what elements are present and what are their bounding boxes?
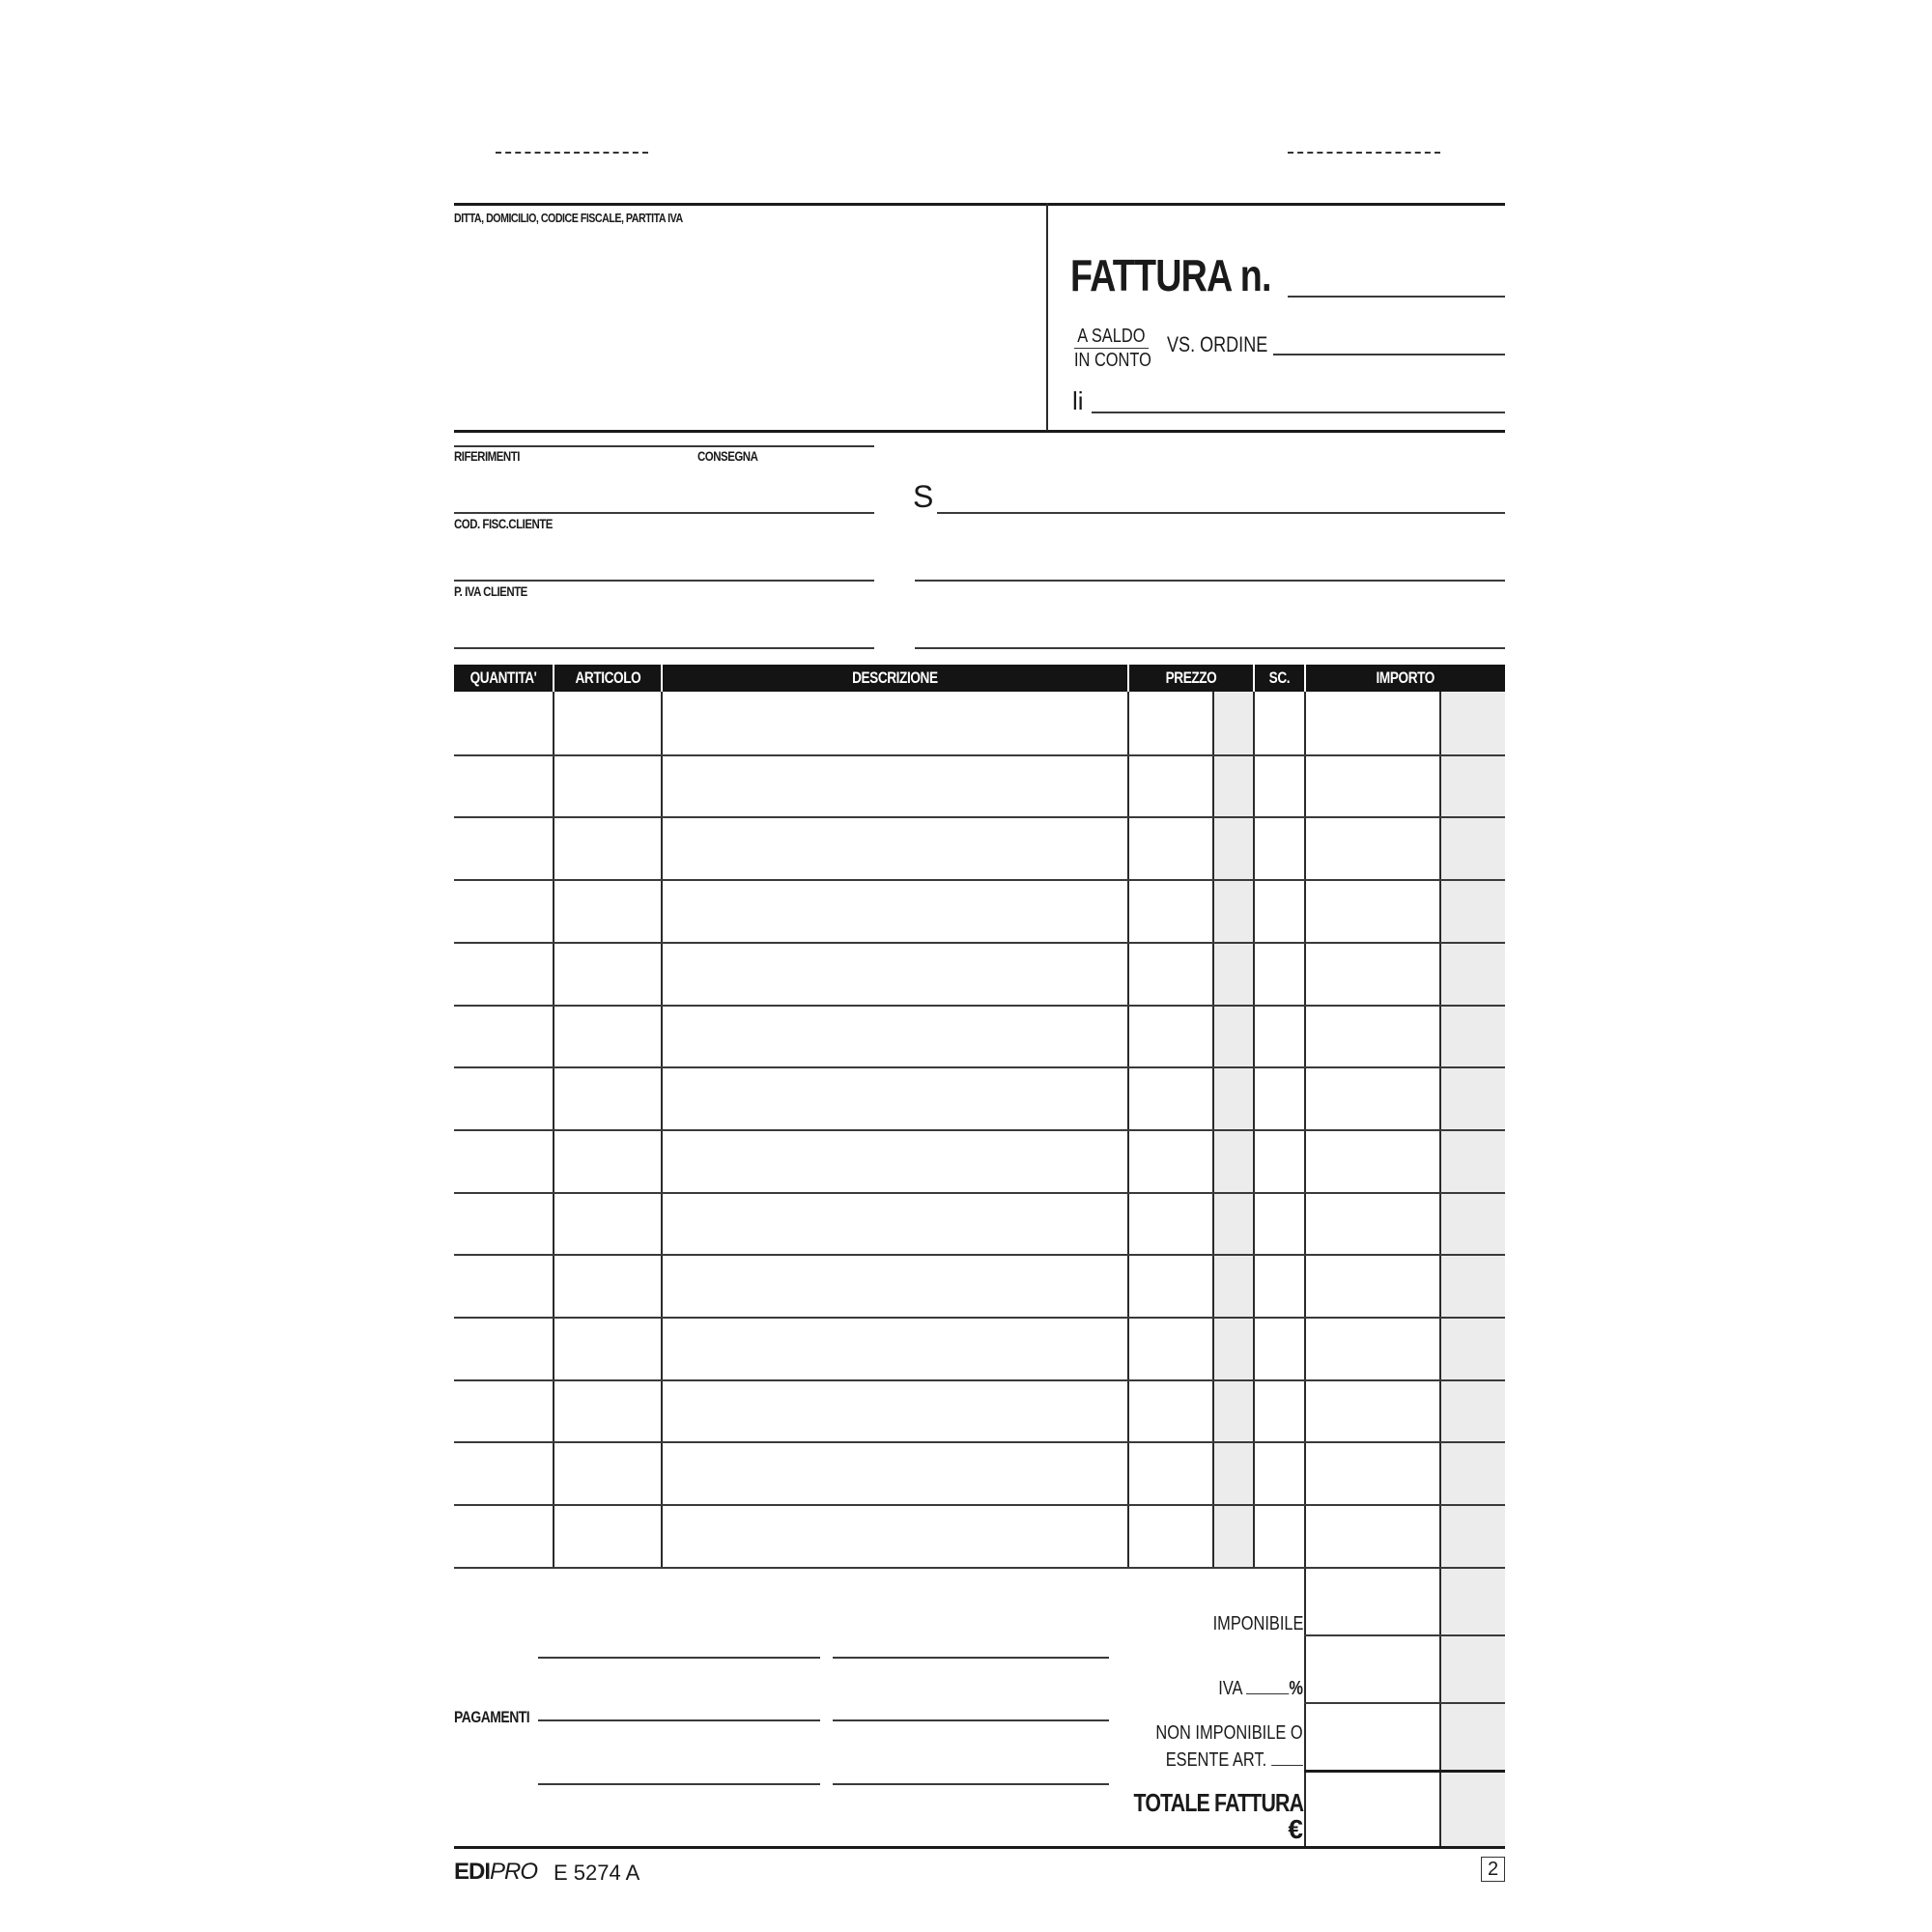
pagamenti-line-2b (833, 1719, 1109, 1721)
table-cell-prezzo[interactable] (1131, 1080, 1212, 1117)
imponibile-input[interactable] (1310, 1584, 1439, 1625)
table-cell-sc[interactable] (1257, 1267, 1304, 1304)
invoice-number-line (1288, 296, 1505, 298)
table-cell-sc[interactable] (1257, 1206, 1304, 1242)
col-divider-7 (1439, 692, 1441, 1847)
table-cell-descrizione[interactable] (667, 830, 1127, 867)
table-cell-quantita[interactable] (458, 1455, 553, 1492)
table-cell-descrizione[interactable] (667, 955, 1127, 992)
col-divider-6 (1304, 692, 1306, 1847)
header-divider (1046, 203, 1048, 431)
table-cell-importo[interactable] (1308, 893, 1439, 929)
col-header-prezzo: PREZZO (1129, 665, 1253, 692)
pagamenti-input-1a[interactable] (540, 1628, 822, 1657)
table-cell-descrizione[interactable] (667, 1206, 1127, 1242)
table-cell-articolo[interactable] (558, 1018, 661, 1055)
table-cell-descrizione[interactable] (667, 1267, 1127, 1304)
table-cell-prezzo[interactable] (1131, 1393, 1212, 1430)
table-cell-importo[interactable] (1308, 1393, 1439, 1430)
table-cell-articolo[interactable] (558, 893, 661, 929)
table-cell-prezzo[interactable] (1131, 1455, 1212, 1492)
table-row-line (454, 1441, 1505, 1443)
pagamenti-line-3a (538, 1783, 820, 1785)
cod-fisc-label: COD. FISC.CLIENTE (454, 516, 553, 531)
pagamenti-line-2a (538, 1719, 820, 1721)
table-row-line (454, 1567, 1505, 1569)
pagamenti-line-1b (833, 1657, 1109, 1659)
table-row-line (454, 1254, 1505, 1256)
table-cell-quantita[interactable] (458, 1206, 553, 1242)
footer-line (454, 1846, 1505, 1849)
table-cell-quantita[interactable] (458, 1267, 553, 1304)
table-cell-articolo[interactable] (558, 1518, 661, 1554)
table-cell-sc[interactable] (1257, 955, 1304, 992)
table-cell-quantita[interactable] (458, 893, 553, 929)
table-row-line (454, 1317, 1505, 1319)
table-cell-prezzo[interactable] (1131, 1267, 1212, 1304)
addressee-input-3[interactable] (917, 614, 1507, 647)
header-top-border (454, 203, 1505, 206)
table-cell-descrizione[interactable] (667, 1518, 1127, 1554)
table-cell-importo[interactable] (1308, 1080, 1439, 1117)
table-cell-prezzo[interactable] (1131, 1206, 1212, 1242)
table-cell-descrizione[interactable] (667, 1080, 1127, 1117)
totale-fattura-label: TOTALE FATTURA € (1096, 1789, 1303, 1843)
issuer-field[interactable] (456, 232, 1039, 424)
p-iva-input[interactable] (456, 609, 875, 645)
table-cell-descrizione[interactable] (667, 1330, 1127, 1367)
tear-mark-right (1288, 152, 1440, 154)
table-cell-articolo[interactable] (558, 1393, 661, 1430)
header-bottom-border (454, 430, 1505, 433)
addressee-line-3 (915, 647, 1505, 649)
non-imponibile-input[interactable] (1310, 1719, 1439, 1760)
table-cell-articolo[interactable] (558, 705, 661, 742)
table-row-line (454, 1192, 1505, 1194)
table-cell-importo[interactable] (1308, 1018, 1439, 1055)
table-cell-quantita[interactable] (458, 830, 553, 867)
consegna-label: CONSEGNA (697, 448, 758, 464)
col-header-quantita: QUANTITA' (454, 665, 553, 692)
table-cell-descrizione[interactable] (667, 705, 1127, 742)
table-cell-articolo[interactable] (558, 768, 661, 805)
pagamenti-input-3b[interactable] (835, 1754, 1111, 1783)
table-cell-sc[interactable] (1257, 1143, 1304, 1179)
table-cell-importo[interactable] (1308, 1455, 1439, 1492)
table-cell-sc[interactable] (1257, 705, 1304, 742)
iva-line (1304, 1702, 1505, 1704)
vs-ordine-line (1273, 354, 1505, 355)
table-cell-descrizione[interactable] (667, 1455, 1127, 1492)
table-cell-sc[interactable] (1257, 893, 1304, 929)
table-cell-importo[interactable] (1308, 1267, 1439, 1304)
pagamenti-input-2a[interactable] (540, 1690, 822, 1719)
table-cell-sc[interactable] (1257, 1518, 1304, 1554)
table-cell-sc[interactable] (1257, 1018, 1304, 1055)
table-cell-prezzo[interactable] (1131, 1330, 1212, 1367)
cod-fisc-input[interactable] (456, 541, 875, 578)
table-cell-articolo[interactable] (558, 1455, 661, 1492)
table-cell-quantita[interactable] (458, 955, 553, 992)
cod-fisc-line (454, 580, 874, 582)
invoice-title: FATTURA n. (1070, 250, 1271, 300)
table-cell-articolo[interactable] (558, 830, 661, 867)
table-cell-prezzo[interactable] (1131, 768, 1212, 805)
table-cell-importo[interactable] (1308, 1143, 1439, 1179)
table-cell-quantita[interactable] (458, 1143, 553, 1179)
pagamenti-label: PAGAMENTI (454, 1708, 530, 1726)
table-cell-prezzo[interactable] (1131, 955, 1212, 992)
table-cell-sc[interactable] (1257, 768, 1304, 805)
table-cell-prezzo[interactable] (1131, 893, 1212, 929)
table-row-line (454, 879, 1505, 881)
table-row-line (454, 942, 1505, 944)
table-cell-importo[interactable] (1308, 1330, 1439, 1367)
invoice-number-input[interactable] (1290, 267, 1506, 296)
table-cell-importo[interactable] (1308, 1206, 1439, 1242)
date-input[interactable] (1094, 384, 1507, 412)
table-cell-prezzo[interactable] (1131, 1018, 1212, 1055)
table-cell-articolo[interactable] (558, 1330, 661, 1367)
table-cell-descrizione[interactable] (667, 893, 1127, 929)
table-cell-sc[interactable] (1257, 830, 1304, 867)
saldo-conto-fraction (1074, 326, 1157, 372)
copy-number-badge: 2 (1481, 1857, 1505, 1882)
table-row-line (454, 1504, 1505, 1506)
table-cell-articolo[interactable] (558, 1206, 661, 1242)
pagamenti-input-1b[interactable] (835, 1628, 1111, 1657)
pagamenti-input-2b[interactable] (835, 1690, 1111, 1719)
table-cell-articolo[interactable] (558, 955, 661, 992)
pagamenti-input-3a[interactable] (540, 1754, 822, 1783)
vs-ordine-label: VS. ORDINE (1167, 332, 1268, 356)
table-row-line (454, 1129, 1505, 1131)
a-saldo-label: A SALDO (1074, 326, 1149, 349)
table-cell-descrizione[interactable] (667, 1143, 1127, 1179)
table-cell-importo[interactable] (1308, 955, 1439, 992)
addressee-label: S (913, 479, 934, 514)
table-cell-sc[interactable] (1257, 1080, 1304, 1117)
table-cell-quantita[interactable] (458, 1518, 553, 1554)
pagamenti-line-3b (833, 1783, 1109, 1785)
euro-icon: € (1288, 1814, 1303, 1844)
li-label: li (1072, 386, 1084, 415)
iva-label: IVA % (1218, 1678, 1303, 1699)
table-cell-articolo[interactable] (558, 1143, 661, 1179)
brand-logo: EDIPRO (454, 1859, 538, 1885)
riferimenti-input[interactable] (456, 473, 875, 510)
table-cell-quantita[interactable] (458, 1018, 553, 1055)
importo-cents-shade (1440, 692, 1505, 1847)
table-cell-descrizione[interactable] (667, 1018, 1127, 1055)
riferimenti-label: RIFERIMENTI (454, 448, 520, 464)
imponibile-label: IMPONIBILE (1212, 1613, 1303, 1634)
form-code: E 5274 A (554, 1861, 640, 1885)
table-row-line (454, 754, 1505, 756)
table-cell-importo[interactable] (1308, 830, 1439, 867)
table-row-line (454, 1005, 1505, 1007)
table-cell-importo[interactable] (1308, 1518, 1439, 1554)
col-header-descrizione: DESCRIZIONE (663, 665, 1127, 692)
in-conto-label: IN CONTO (1074, 350, 1151, 371)
li-line (1092, 412, 1505, 413)
col-header-articolo: ARTICOLO (554, 665, 661, 692)
table-cell-sc[interactable] (1257, 1330, 1304, 1367)
table-cell-descrizione[interactable] (667, 768, 1127, 805)
table-cell-quantita[interactable] (458, 1080, 553, 1117)
totale-input[interactable] (1310, 1789, 1439, 1834)
tear-mark-left (496, 152, 648, 154)
addressee-input-1[interactable] (939, 479, 1507, 512)
addressee-line-2 (915, 580, 1505, 582)
addressee-input-2[interactable] (917, 547, 1507, 580)
non-imponibile-label: NON IMPONIBILE O ESENTE ART. (1155, 1722, 1303, 1771)
p-iva-line (454, 647, 874, 649)
pagamenti-line-1a (538, 1657, 820, 1659)
table-cell-importo[interactable] (1308, 705, 1439, 742)
table-row-line (454, 816, 1505, 818)
imponibile-line (1304, 1634, 1505, 1636)
table-cell-articolo[interactable] (558, 1267, 661, 1304)
table-cell-prezzo[interactable] (1131, 1143, 1212, 1179)
addressee-line-1 (937, 512, 1505, 514)
table-cell-sc[interactable] (1257, 1393, 1304, 1430)
col-header-sc: SC. (1255, 665, 1304, 692)
table-row-line (454, 1379, 1505, 1381)
issuer-label: DITTA, DOMICILIO, CODICE FISCALE, PARTITA IVA (454, 211, 683, 225)
table-cell-prezzo[interactable] (1131, 830, 1212, 867)
table-cell-quantita[interactable] (458, 705, 553, 742)
table-cell-quantita[interactable] (458, 1393, 553, 1430)
table-cell-quantita[interactable] (458, 768, 553, 805)
iva-amount-input[interactable] (1310, 1652, 1439, 1692)
p-iva-label: P. IVA CLIENTE (454, 583, 527, 599)
table-row-line (454, 1066, 1505, 1068)
table-cell-descrizione[interactable] (667, 1393, 1127, 1430)
table-cell-prezzo[interactable] (1131, 705, 1212, 742)
riferimenti-top-line (454, 445, 874, 447)
table-cell-prezzo[interactable] (1131, 1518, 1212, 1554)
table-cell-articolo[interactable] (558, 1080, 661, 1117)
table-cell-sc[interactable] (1257, 1455, 1304, 1492)
totale-top-line (1304, 1770, 1505, 1773)
vs-ordine-input[interactable] (1275, 327, 1506, 354)
col-header-importo: IMPORTO (1306, 665, 1505, 692)
table-cell-importo[interactable] (1308, 768, 1439, 805)
riferimenti-line (454, 512, 874, 514)
table-cell-quantita[interactable] (458, 1330, 553, 1367)
